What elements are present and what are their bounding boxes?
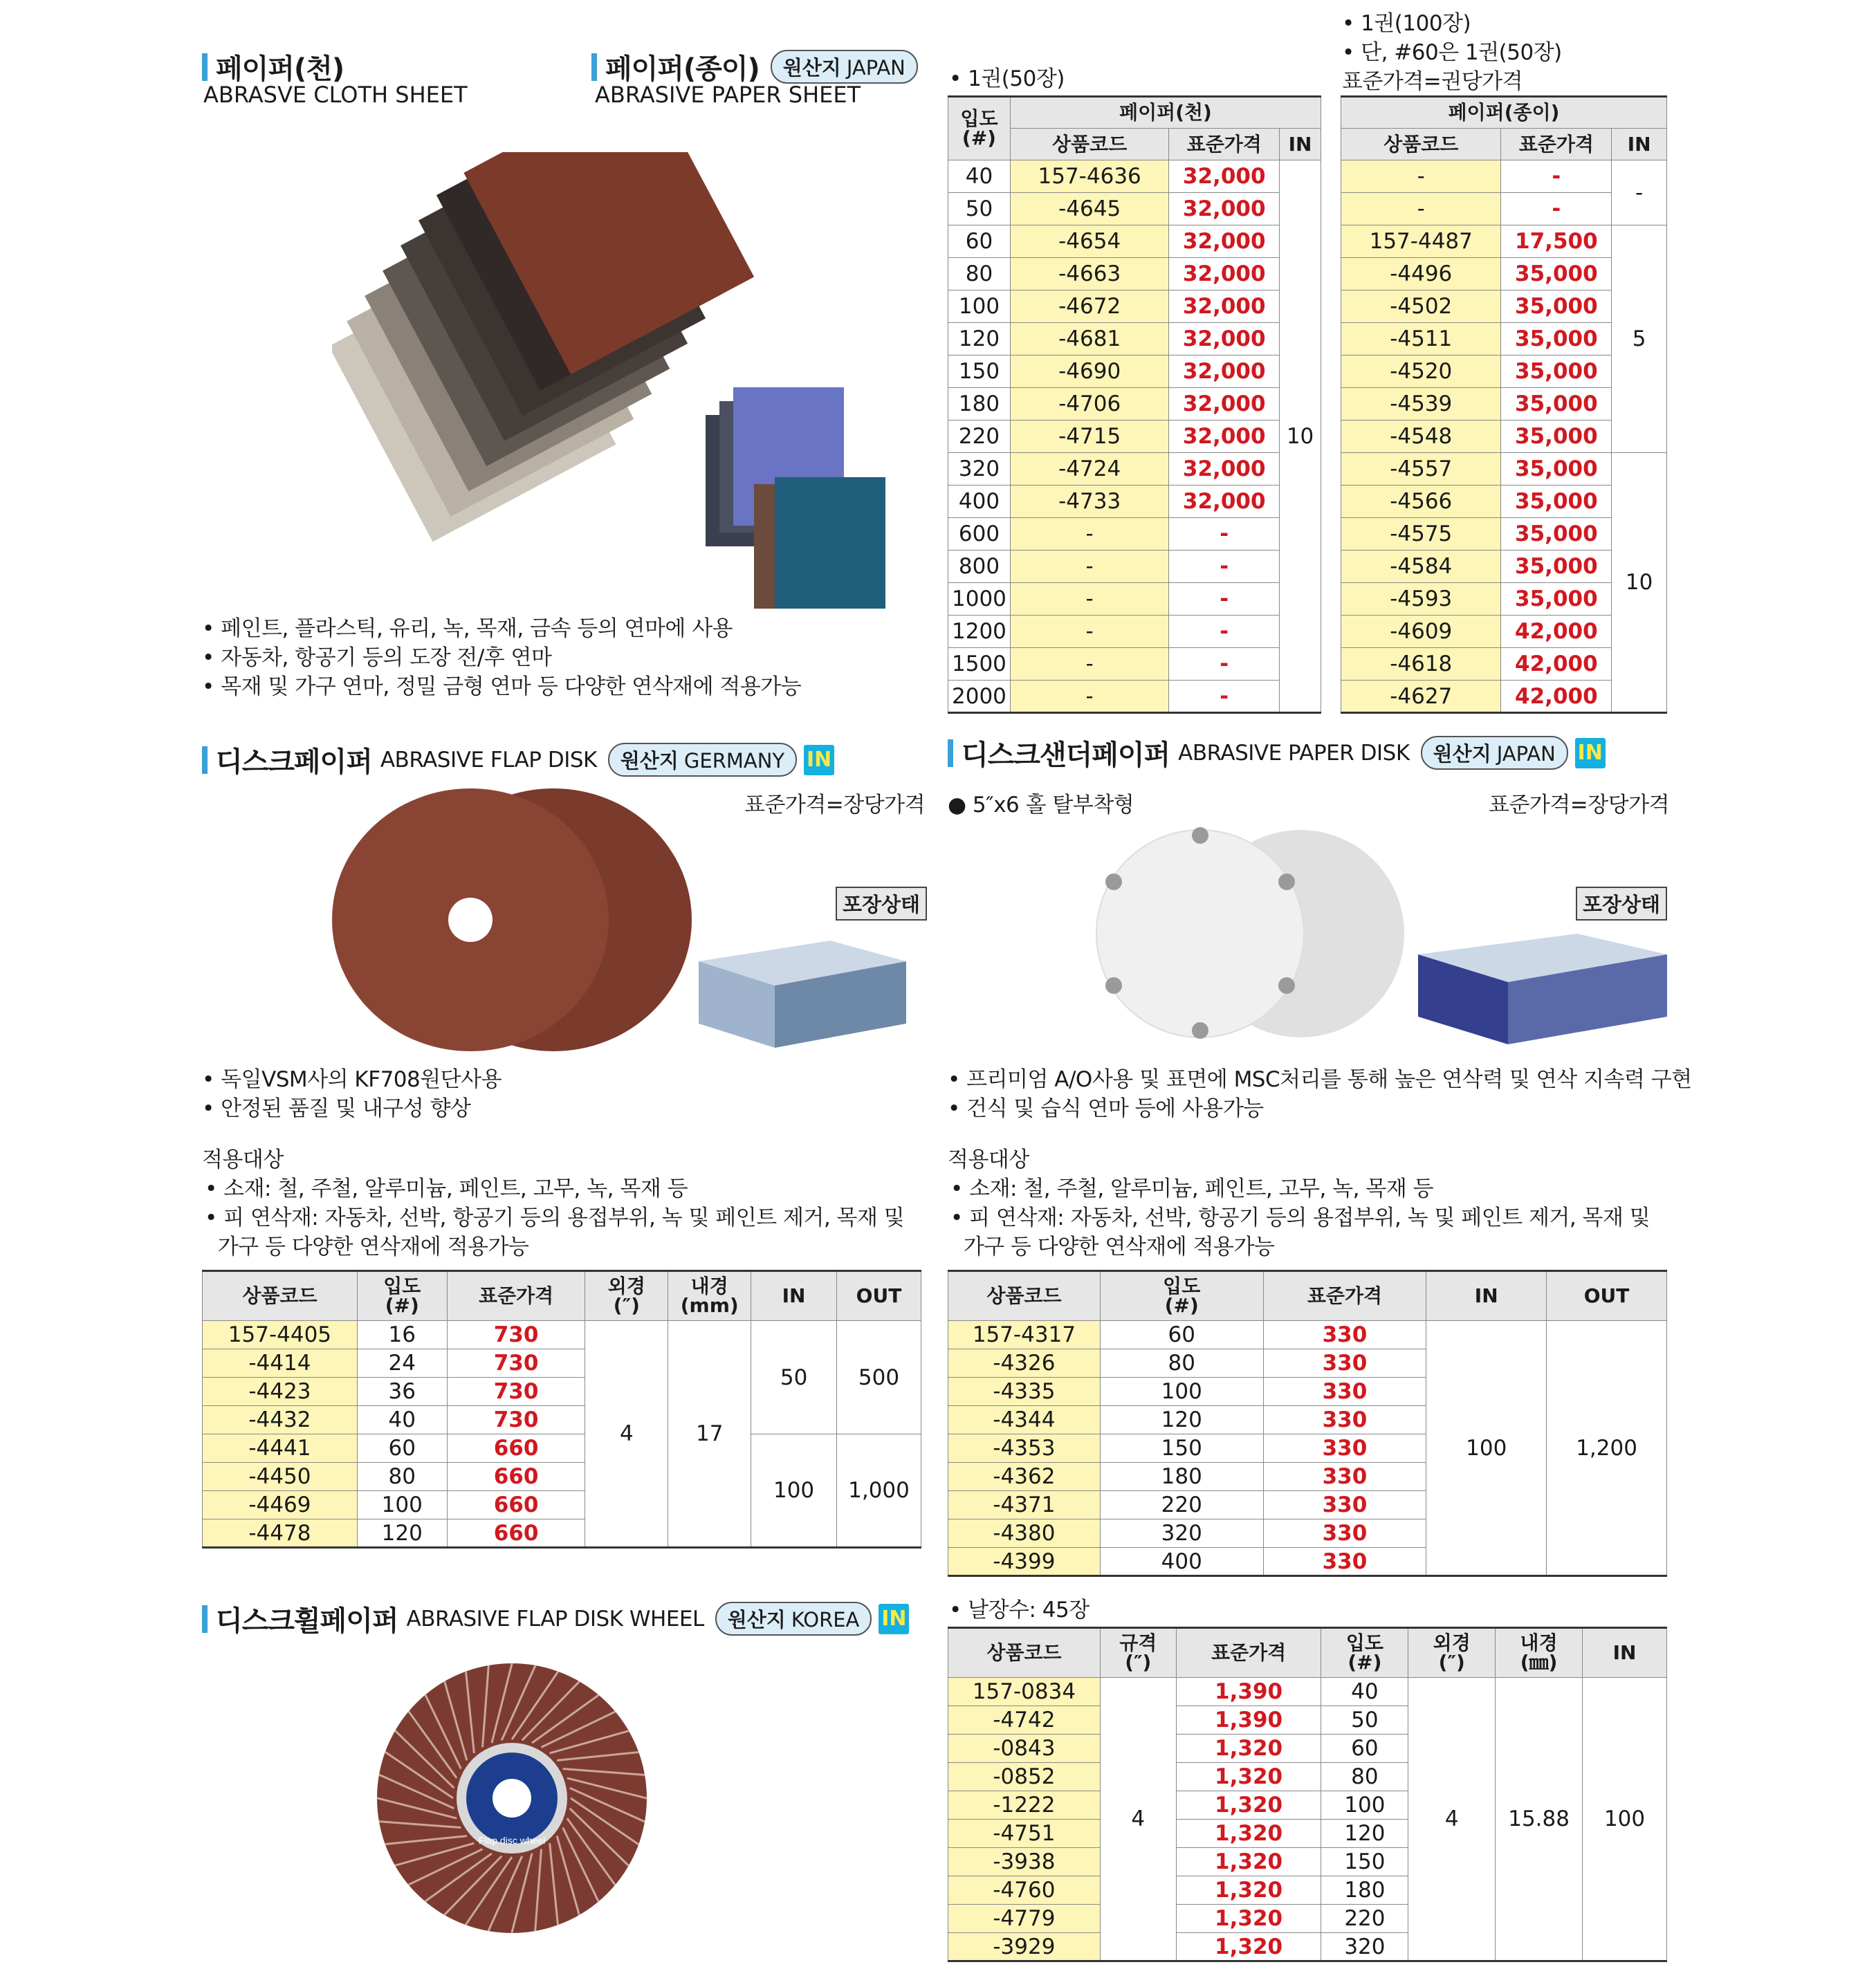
price-cell: 330 [1263,1434,1426,1463]
title-accent-bar [948,739,953,767]
grit-cell: 400 [1100,1548,1263,1576]
grit-cell: 60 [948,225,1011,258]
grit-cell: 80 [1321,1763,1408,1791]
grit-cell: 220 [1100,1491,1263,1519]
code-cell: -4779 [948,1905,1101,1933]
grit-cell: 1000 [948,583,1011,616]
origin-badge: 원산지 KOREA [715,1602,872,1636]
in-cell: 100 [1583,1678,1667,1961]
price-cell: 330 [1263,1491,1426,1519]
price-cell: 32,000 [1169,355,1280,388]
price-cell: 660 [447,1434,585,1463]
sander-disk-title [948,733,1606,773]
table-row [948,225,1321,258]
table-row [1341,453,1667,486]
grit-cell: 320 [948,453,1011,486]
out-cell: 1,200 [1547,1321,1667,1576]
table-row [948,486,1321,518]
price-cell: - [1169,583,1280,616]
in-header: IN [751,1271,837,1321]
wheel-title-en: ABRASIVE FLAP DISK WHEEL [406,1606,704,1632]
price-cell: 42,000 [1501,648,1612,681]
code-cell: - [1010,648,1168,681]
code-cell: -4663 [1010,258,1168,290]
inner-header: 내경 (㎜) [1496,1628,1583,1678]
code-cell: -4654 [1010,225,1168,258]
outer-header: 외경 (″) [585,1271,668,1321]
price-header: 표준가격 [1176,1628,1321,1678]
table-row [948,583,1321,616]
price-cell: 35,000 [1501,290,1612,323]
package-label: 포장상태 [1576,887,1667,921]
price-cell: 1,320 [1176,1933,1321,1961]
price-cell: 35,000 [1501,420,1612,453]
code-cell: -0843 [948,1735,1101,1763]
table-row [948,1678,1667,1706]
code-cell: -4326 [948,1349,1101,1378]
flap-apply-item: • 피 연삭재: 자동차, 선박, 항공기 등의 용접부위, 녹 및 페인트 제거, 목재 및 [205,1205,905,1230]
code-cell: -4502 [1341,290,1501,323]
in-badge: IN [804,745,834,775]
in-badge: IN [879,1604,909,1634]
price-cell: 32,000 [1169,258,1280,290]
code-cell: -4593 [1341,583,1501,616]
price-header: 표준가격 [1263,1271,1426,1321]
code-cell: - [1010,681,1168,713]
table-row [948,551,1321,583]
code-cell: 157-0834 [948,1678,1101,1706]
price-cell: 32,000 [1169,388,1280,420]
price-cell: 1,390 [1176,1706,1321,1735]
paper-header: 페이퍼(종이) [1341,97,1667,129]
table-row [948,323,1321,355]
grit-cell: 1200 [948,616,1011,648]
price-cell: 32,000 [1169,486,1280,518]
grit-cell: 150 [1100,1434,1263,1463]
wheel-label-text: Flap disc wheel [478,1835,546,1846]
sander-disk-table [948,1270,1667,1577]
table-row [948,1321,1667,1349]
in-badge: IN [1575,738,1606,768]
table-row [948,420,1321,453]
price-cell: 1,320 [1176,1876,1321,1905]
grit-cell: 180 [948,388,1011,420]
sheet-bullet: • 자동차, 항공기 등의 도장 전/후 연마 [202,645,552,670]
price-header: 표준가격 [1501,129,1612,160]
in-header: IN [1280,129,1321,160]
table-row [948,681,1321,713]
table-row [948,355,1321,388]
code-cell: -4609 [1341,616,1501,648]
grit-cell: 400 [948,486,1011,518]
price-cell: 730 [447,1406,585,1434]
grit-header: 입도 (#) [1321,1628,1408,1678]
code-cell: - [1010,518,1168,551]
code-cell: -4478 [203,1519,358,1548]
price-cell: 32,000 [1169,420,1280,453]
code-cell: - [1010,551,1168,583]
title-accent-bar [591,53,597,81]
code-cell: 157-4636 [1010,160,1168,193]
wheel-title [202,1599,909,1638]
flap-disk-image [318,788,706,1051]
grit-cell: 180 [1100,1463,1263,1491]
table-row [948,453,1321,486]
paper-unit-note-60: • 단, #60은 1권(50장) [1342,40,1562,65]
sander-spec: ● 5″x6 홀 탈부착형 [948,793,1134,817]
code-cell: -4751 [948,1820,1101,1848]
table-row [948,648,1321,681]
cloth-header: 페이퍼(천) [1010,97,1321,129]
size-header: 규격 (″) [1100,1628,1176,1678]
sander-title-text: 디스크샌더페이퍼 [962,739,1170,771]
code-cell: -4423 [203,1378,358,1406]
price-cell: 1,320 [1176,1763,1321,1791]
code-cell: -4414 [203,1349,358,1378]
grit-cell: 180 [1321,1876,1408,1905]
grit-cell: 600 [948,518,1011,551]
grit-cell: 1500 [948,648,1011,681]
wheel-title-text: 디스크휠페이퍼 [216,1605,398,1637]
in-cell: 10 [1612,453,1667,713]
table-row [203,1434,921,1463]
price-cell: 730 [447,1349,585,1378]
code-cell: -4760 [948,1876,1101,1905]
in-cell: 5 [1612,225,1667,453]
table-row [948,616,1321,648]
price-cell: 35,000 [1501,583,1612,616]
abrasive-sheets-image [332,152,885,609]
code-cell: -4344 [948,1406,1101,1434]
price-header: 표준가격 [1169,129,1280,160]
code-cell: -4557 [1341,453,1501,486]
price-cell: 330 [1263,1406,1426,1434]
price-cell: - [1169,616,1280,648]
out-header: OUT [837,1271,921,1321]
title-accent-bar [202,1605,208,1633]
code-cell: -4496 [1341,258,1501,290]
flap-disk-title [202,740,834,779]
price-cell: 35,000 [1501,355,1612,388]
sander-apply-item: 가구 등 다양한 연삭재에 적용가능 [950,1235,1275,1259]
grit-cell: 60 [1100,1321,1263,1349]
code-header: 상품코드 [948,1271,1101,1321]
grit-cell: 16 [357,1321,447,1349]
grit-cell: 36 [357,1378,447,1406]
origin-badge: 원산지 GERMANY [608,743,797,777]
price-cell: 42,000 [1501,681,1612,713]
table-row [948,388,1321,420]
code-cell: -4511 [1341,323,1501,355]
price-cell: 32,000 [1169,160,1280,193]
code-header: 상품코드 [1010,129,1168,160]
in-header: IN [1612,129,1667,160]
grit-cell: 40 [948,160,1011,193]
code-cell: - [1341,160,1501,193]
code-cell: -3938 [948,1848,1101,1876]
in-cell: 100 [1426,1321,1547,1576]
grit-cell: 100 [1100,1378,1263,1406]
price-cell: 660 [447,1519,585,1548]
grit-cell: 220 [1321,1905,1408,1933]
price-cell: 1,320 [1176,1905,1321,1933]
code-cell: -4380 [948,1519,1101,1548]
price-cell: - [1169,551,1280,583]
table-row [1341,160,1667,193]
price-cell: 35,000 [1501,453,1612,486]
table-row [948,193,1321,225]
code-cell: -4432 [203,1406,358,1434]
wheel-note: • 날장수: 45장 [949,1598,1089,1623]
grit-cell: 220 [948,420,1011,453]
sheet-bullet: • 목재 및 가구 연마, 정밀 금형 연마 등 다양한 연삭재에 적용가능 [202,674,802,699]
grit-cell: 100 [1321,1791,1408,1820]
price-cell: 1,320 [1176,1820,1321,1848]
grit-cell: 120 [948,323,1011,355]
code-cell: -4672 [1010,290,1168,323]
paper-subtitle: ABRASIVE PAPER SHEET [595,82,861,108]
grit-cell: 320 [1100,1519,1263,1548]
price-cell: 330 [1263,1349,1426,1378]
in-cell: 10 [1280,160,1321,713]
price-cell: 330 [1263,1463,1426,1491]
flap-price-basis: 표준가격=장당가격 [744,793,926,817]
grit-cell: 80 [1100,1349,1263,1378]
grit-cell: 60 [1321,1735,1408,1763]
grit-cell: 100 [357,1491,447,1519]
price-cell: 1,320 [1176,1848,1321,1876]
in-header: IN [1583,1628,1667,1678]
grit-cell: 50 [1321,1706,1408,1735]
price-cell: 35,000 [1501,551,1612,583]
price-cell: - [1169,648,1280,681]
grit-cell: 800 [948,551,1011,583]
grit-cell: 120 [1100,1406,1263,1434]
code-cell: 157-4405 [203,1321,358,1349]
code-cell: -4520 [1341,355,1501,388]
flap-disk-title-text: 디스크페이퍼 [216,746,372,778]
price-cell: - [1169,681,1280,713]
code-cell: -4724 [1010,453,1168,486]
in-cell: 50 [751,1321,837,1434]
flap-wheel-image [374,1660,650,1937]
code-header: 상품코드 [203,1271,358,1321]
paper-disc-box-image [1411,913,1674,1051]
inner-header: 내경 (mm) [668,1271,751,1321]
code-cell: -4690 [1010,355,1168,388]
table-row [948,258,1321,290]
table-row [948,290,1321,323]
out-cell: 1,000 [837,1434,921,1548]
cloth-price-table [948,95,1321,714]
price-cell: 32,000 [1169,193,1280,225]
grit-cell: 120 [357,1519,447,1548]
price-cell: - [1501,160,1612,193]
grit-header: 입도 (#) [357,1271,447,1321]
price-cell: 32,000 [1169,290,1280,323]
sheet-bullet: • 페인트, 플라스틱, 유리, 녹, 목재, 금속 등의 연마에 사용 [202,616,733,641]
code-cell: -4584 [1341,551,1501,583]
sander-bullet: • 프리미엄 A/O사용 및 표면에 MSC처리를 통해 높은 연삭력 및 연삭 지속력 구현 [948,1067,1692,1092]
price-cell: 660 [447,1463,585,1491]
code-cell: -4715 [1010,420,1168,453]
code-cell: -4645 [1010,193,1168,225]
paper-title-text: 페이퍼(종이) [605,53,760,85]
paper-title [591,47,918,86]
grit-cell: 40 [357,1406,447,1434]
paper-unit-note: • 1권(100장) [1342,11,1471,36]
cloth-title-text: 페이퍼(천) [216,53,344,85]
cloth-title [202,47,344,86]
price-cell: 1,320 [1176,1735,1321,1763]
grit-cell: 24 [357,1349,447,1378]
out-header: OUT [1547,1271,1667,1321]
code-cell: -4335 [948,1378,1101,1406]
price-cell: 1,390 [1176,1678,1321,1706]
flap-apply-title: 적용대상 [202,1147,284,1172]
code-cell: -4450 [203,1463,358,1491]
grit-header: 입도 (#) [1100,1271,1263,1321]
price-cell: 32,000 [1169,453,1280,486]
price-cell: 330 [1263,1519,1426,1548]
price-cell: 730 [447,1321,585,1349]
price-cell: 730 [447,1378,585,1406]
title-accent-bar [202,53,208,81]
flap-bullet: • 안정된 품질 및 내구성 향상 [202,1096,471,1121]
paper-disk-image [1079,816,1411,1051]
in-header: IN [1426,1271,1547,1321]
outer-cell: 4 [1408,1678,1496,1961]
code-cell: -4681 [1010,323,1168,355]
price-cell: 35,000 [1501,486,1612,518]
sander-apply-item: • 소재: 철, 주철, 알루미늄, 페인트, 고무, 녹, 목재 등 [950,1176,1434,1201]
code-cell: -4371 [948,1491,1101,1519]
code-cell: -4706 [1010,388,1168,420]
code-cell: -3929 [948,1933,1101,1961]
code-cell: - [1010,583,1168,616]
price-cell: 330 [1263,1378,1426,1406]
code-cell: 157-4487 [1341,225,1501,258]
code-cell: -4733 [1010,486,1168,518]
sander-price-basis: 표준가격=장당가격 [1489,793,1670,817]
cloth-unit-note: • 1권(50장) [949,66,1065,91]
grit-cell: 60 [357,1434,447,1463]
sander-apply-item: • 피 연삭재: 자동차, 선박, 항공기 등의 용접부위, 녹 및 페인트 제거, 목재 및 [950,1205,1650,1230]
flap-apply-item: 가구 등 다양한 연삭재에 적용가능 [205,1235,529,1259]
sander-apply-title: 적용대상 [948,1147,1029,1172]
grit-cell: 80 [357,1463,447,1491]
table-row [1341,225,1667,258]
in-cell: 100 [751,1434,837,1548]
code-cell: -4539 [1341,388,1501,420]
price-cell: 17,500 [1501,225,1612,258]
price-cell: 1,320 [1176,1791,1321,1820]
code-cell: -4575 [1341,518,1501,551]
code-cell: 157-4317 [948,1321,1101,1349]
code-header: 상품코드 [1341,129,1501,160]
flap-bullet: • 독일VSM사의 KF708원단사용 [202,1067,502,1092]
flap-apply-item: • 소재: 철, 주철, 알루미늄, 페인트, 고무, 녹, 목재 등 [205,1176,688,1201]
grit-cell: 150 [948,355,1011,388]
price-cell: 35,000 [1501,518,1612,551]
code-cell: -4627 [1341,681,1501,713]
grit-cell: 100 [948,290,1011,323]
outer-header: 외경 (″) [1408,1628,1496,1678]
fiber-disc-box-image [692,920,913,1051]
outer-cell: 4 [585,1321,668,1548]
grit-cell: 80 [948,258,1011,290]
code-cell: -4399 [948,1548,1101,1576]
flap-disk-table [202,1270,921,1549]
sander-title-en: ABRASIVE PAPER DISK [1178,740,1410,766]
price-cell: 32,000 [1169,323,1280,355]
flap-disk-title-en: ABRASIVE FLAP DISK [380,747,597,773]
paper-price-table [1341,95,1667,714]
code-cell: -4742 [948,1706,1101,1735]
package-label: 포장상태 [836,887,927,921]
code-cell: - [1010,616,1168,648]
price-cell: 35,000 [1501,388,1612,420]
size-cell: 4 [1100,1678,1176,1961]
price-cell: 42,000 [1501,616,1612,648]
price-cell: 35,000 [1501,258,1612,290]
out-cell: 500 [837,1321,921,1434]
grit-cell: 150 [1321,1848,1408,1876]
origin-badge: 원산지 JAPAN [1421,736,1568,770]
price-cell: 32,000 [1169,225,1280,258]
grit-cell: 50 [948,193,1011,225]
price-cell: - [1501,193,1612,225]
wheel-table [948,1627,1667,1962]
price-cell: 660 [447,1491,585,1519]
code-cell: -4469 [203,1491,358,1519]
price-cell: - [1169,518,1280,551]
table-row [203,1321,921,1349]
grit-header: 입도 (#) [948,97,1011,160]
code-cell: -4441 [203,1434,358,1463]
code-cell: -4618 [1341,648,1501,681]
code-cell: -4548 [1341,420,1501,453]
code-header: 상품코드 [948,1628,1101,1678]
table-row [948,160,1321,193]
code-cell: -4362 [948,1463,1101,1491]
grit-cell: 320 [1321,1933,1408,1961]
inner-cell: 15.88 [1496,1678,1583,1961]
code-cell: - [1341,193,1501,225]
origin-badge: 원산지 JAPAN [771,50,918,84]
code-cell: -0852 [948,1763,1101,1791]
sander-bullet: • 건식 및 습식 연마 등에 사용가능 [948,1096,1264,1121]
code-cell: -4566 [1341,486,1501,518]
grit-cell: 40 [1321,1678,1408,1706]
price-basis-note: 표준가격=권당가격 [1342,69,1523,94]
cloth-subtitle: ABRASVE CLOTH SHEET [203,82,468,108]
price-cell: 330 [1263,1548,1426,1576]
price-cell: 35,000 [1501,323,1612,355]
price-cell: 330 [1263,1321,1426,1349]
title-accent-bar [202,746,208,774]
grit-cell: 2000 [948,681,1011,713]
table-row [948,518,1321,551]
in-cell: - [1612,160,1667,225]
price-header: 표준가격 [447,1271,585,1321]
grit-cell: 120 [1321,1820,1408,1848]
code-cell: -1222 [948,1791,1101,1820]
code-cell: -4353 [948,1434,1101,1463]
inner-cell: 17 [668,1321,751,1548]
